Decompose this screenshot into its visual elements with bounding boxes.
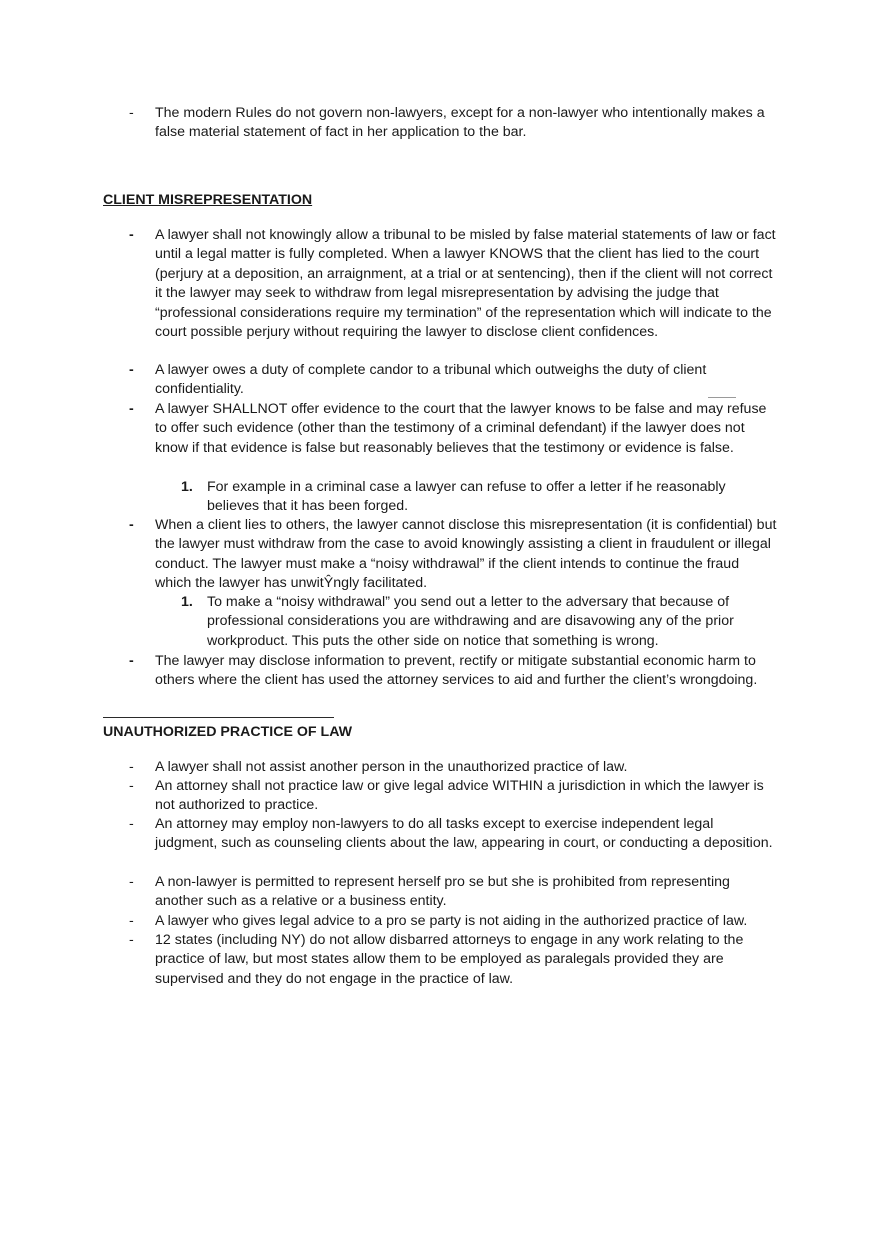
list-item <box>129 815 777 875</box>
list-number: 1. <box>181 479 193 495</box>
list-item-text: A lawyer shall not knowingly allow a tribunal to be misled by false material statements of law or fact until a legal matter is fully completed. When a lawyer KNOWS that the client has lied to the court (perjury at a deposition, an arraignment, at a trial or at sentencing), then if the client will not correct it the lawyer may seek to withdraw from legal misrepresentation by advising the judge that “professional considerations require my termination” of the representation which will indicate to the court possible perjury without requiring the lawyer to disclose client confidences. <box>155 227 776 341</box>
divider <box>708 397 736 398</box>
numbered-sub-item <box>181 593 756 653</box>
list-item <box>129 104 777 144</box>
list-item-text: An attorney may employ non-lawyers to do all tasks except to exercise independent legal judgment, such as counseling clients about the law, appearing in court, or conducting a deposition. <box>155 816 773 852</box>
list-item <box>129 912 777 932</box>
list-item-text: To make a “noisy withdrawal” you send out a letter to the adversary that because of professional considerations you are withdrawing and are disavowing any of the prior workproduct. This puts the other side on notice that something is wrong. <box>207 594 734 649</box>
list-item-text: A non-lawyer is permitted to represent herself pro se but she is prohibited from representing another such as a relative or a business entity. <box>155 874 730 910</box>
list-number: 1. <box>181 594 193 610</box>
list-item <box>129 758 777 778</box>
list-item <box>129 652 777 712</box>
list-bullet: - <box>129 105 134 121</box>
list-item-text: When a client lies to others, the lawyer cannot disclose this misrepresentation (it is confidential) but the lawyer must withdraw from the case to avoid knowingly assisting a client in fraudulent or illegal conduct. The lawyer must make a “noisy withdrawal” if the client intends to continue the fraud which the lawyer has unwitŶngly facilitated. <box>155 517 777 592</box>
list-bullet: - <box>129 759 134 775</box>
list-bullet: - <box>129 653 134 669</box>
list-item <box>129 361 777 401</box>
list-item-text: A lawyer who gives legal advice to a pro se party is not aiding in the authorized practice of law. <box>155 913 748 929</box>
list-item <box>129 777 777 817</box>
list-item-text: The lawyer may disclose information to prevent, rectify or mitigate substantial economic harm to others where the client has used the attorney services to aid and further the client’s wrongdoing. <box>155 653 758 689</box>
list-item-text: A lawyer SHALLNOT offer evidence to the court that the lawyer knows to be false and may refuse to offer such evidence (other than the testimony of a criminal defendant) if the lawyer does not know if that evidence is false but reasonably believes that the testimony or evidence is false. <box>155 401 767 456</box>
list-item <box>129 516 777 594</box>
list-bullet: - <box>129 932 134 948</box>
section-heading-unauthorized-practice: UNAUTHORIZED PRACTICE OF LAW <box>103 724 353 740</box>
list-bullet: - <box>129 874 134 890</box>
list-item <box>129 931 777 991</box>
list-bullet: - <box>129 227 134 243</box>
list-bullet: - <box>129 778 134 794</box>
list-item <box>129 873 777 913</box>
list-bullet: - <box>129 816 134 832</box>
section-heading-client-misrepresentation: CLIENT MISREPRESENTATION <box>103 192 313 208</box>
list-item-text: A lawyer owes a duty of complete candor to a tribunal which outweighs the duty of client confidentiality. <box>155 362 707 398</box>
list-item-text: The modern Rules do not govern non-lawyers, except for a non-lawyer who intentionally makes a false material statement of fact in her application to the bar. <box>155 105 765 141</box>
list-item-text: 12 states (including NY) do not allow disbarred attorneys to engage in any work relating to the practice of law, but most states allow them to be employed as paralegals provided they are supervised and they do not engage in the practice of law. <box>155 932 744 987</box>
list-bullet: - <box>129 517 134 533</box>
list-item-text: An attorney shall not practice law or give legal advice WITHIN a jurisdiction in which the lawyer is not authorized to practice. <box>155 778 764 814</box>
numbered-sub-item <box>181 478 756 518</box>
list-item-text: For example in a criminal case a lawyer can refuse to offer a letter if he reasonably believes that it has been forged. <box>207 479 726 515</box>
list-item-text: A lawyer shall not assist another person in the unauthorized practice of law. <box>155 759 628 775</box>
list-bullet: - <box>129 362 134 378</box>
section-divider <box>103 717 334 718</box>
list-bullet: - <box>129 401 134 417</box>
list-item <box>129 400 777 478</box>
list-item <box>129 226 777 362</box>
list-bullet: - <box>129 913 134 929</box>
